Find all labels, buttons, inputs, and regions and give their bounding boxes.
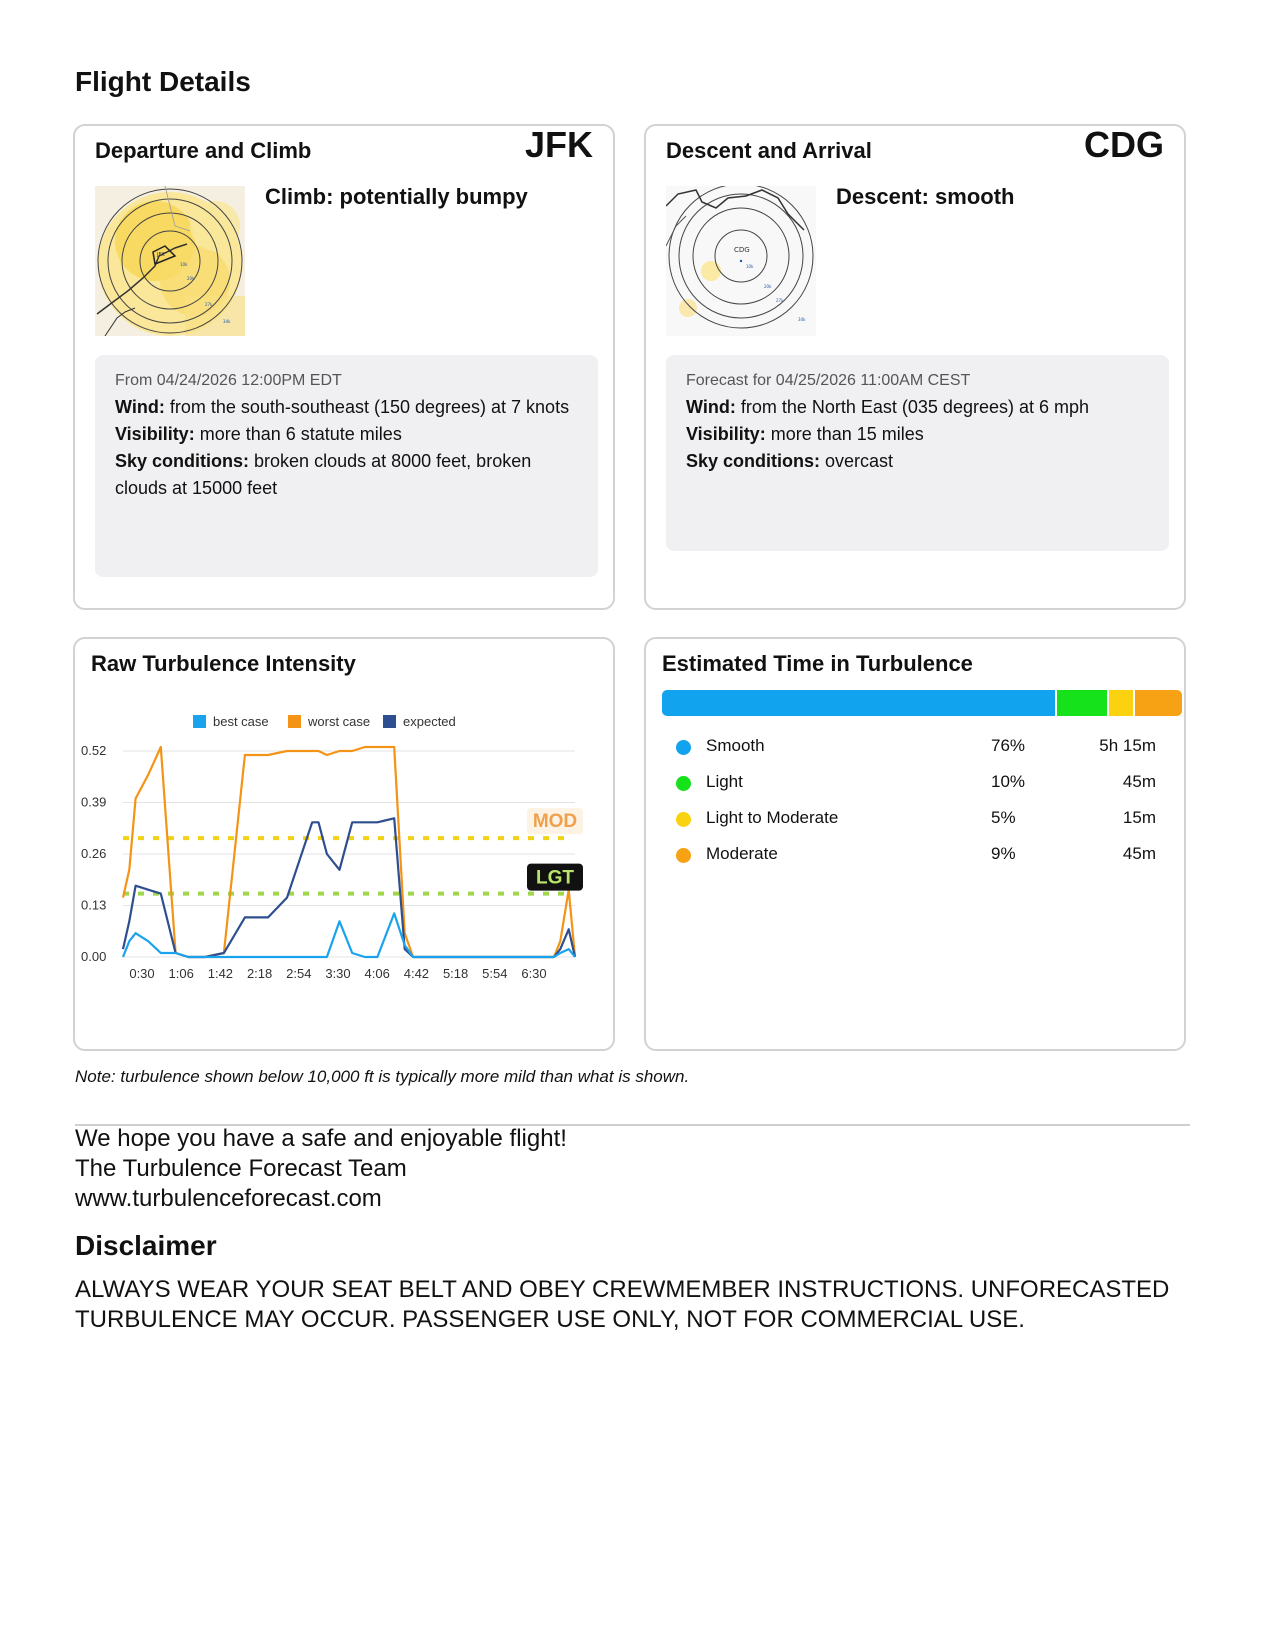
departure-radar-label: 27k: [205, 302, 213, 307]
arrival-headline: Descent: smooth: [836, 184, 1015, 209]
series-line-best-case: [123, 913, 575, 957]
legend-dot: [676, 776, 691, 791]
arrival-visibility: Visibility: more than 15 miles: [686, 424, 924, 444]
legend-swatch: [288, 715, 301, 728]
x-tick-label: 2:18: [246, 966, 273, 981]
page-title: Flight Details: [75, 66, 251, 97]
x-tick-label: 1:42: [207, 966, 234, 981]
legend-dot: [676, 812, 691, 827]
time-bar-segment-smooth: [662, 690, 1057, 716]
departure-conditions: [95, 355, 598, 577]
legend-label: expected: [403, 714, 456, 729]
x-tick-label: 5:18: [442, 966, 469, 981]
legend-swatch: [193, 715, 206, 728]
legend-row: [646, 769, 1184, 799]
mod-tag: MOD: [532, 811, 578, 833]
arrival-radar-label: 27k: [776, 298, 784, 303]
departure-sky: Sky conditions: broken clouds at 8000 feet, broken clouds at 15000 feet: [115, 451, 532, 498]
arrival-card: [644, 124, 1186, 610]
legend-percent: 76%: [991, 736, 1026, 755]
legend-row: [646, 805, 1184, 835]
time-in-turbulence-legend: [646, 733, 1184, 893]
series-line-worst-case: [123, 747, 578, 957]
legend-percent: 10%: [991, 772, 1026, 791]
chart-note: Note: turbulence shown below 10,000 ft is typically more mild than what is shown.: [75, 1067, 690, 1086]
y-tick-label: 0.13: [81, 897, 107, 913]
departure-radar-label: JFK: [157, 252, 165, 258]
y-tick-label: 0.39: [81, 794, 107, 810]
departure-title: Departure and Climb: [95, 138, 312, 163]
arrival-radar-label: CDG: [734, 246, 750, 254]
arrival-radar-svg: [666, 186, 816, 336]
time-in-turbulence-title: Estimated Time in Turbulence: [662, 651, 973, 676]
x-tick-label: 1:06: [168, 966, 194, 981]
time-bar-segment-moderate: [1135, 690, 1182, 716]
legend-row: [646, 841, 1184, 871]
time-bar-segment-light-to-moderate: [1109, 690, 1135, 716]
arrival-radar-label: 34k: [798, 317, 806, 322]
legend-label: Light: [706, 772, 743, 791]
arrival-sky: Sky conditions: overcast: [686, 451, 894, 471]
legend-label: Moderate: [706, 844, 778, 863]
time-distribution-bar: [662, 690, 1182, 716]
departure-headline: Climb: potentially bumpy: [265, 184, 528, 209]
departure-card: [73, 124, 615, 610]
departure-timestamp: From 04/24/2026 12:00PM EDT: [115, 372, 342, 389]
turbulence-chart: [75, 689, 613, 1029]
arrival-title: Descent and Arrival: [666, 138, 872, 163]
legend-percent: 9%: [991, 844, 1016, 863]
closing-message: We hope you have a safe and enjoyable flight!: [75, 1125, 567, 1152]
arrival-airport-code: CDG: [1084, 124, 1164, 165]
y-tick-label: 0.52: [81, 743, 107, 758]
departure-radar-svg: [95, 186, 245, 336]
legend-label: Smooth: [706, 736, 765, 755]
closing-website[interactable]: www.turbulenceforecast.com: [75, 1185, 382, 1212]
turbulence-chart-card: [73, 637, 615, 1051]
legend-duration: 45m: [1122, 772, 1156, 791]
x-tick-label: 5:54: [482, 966, 508, 981]
x-tick-label: 4:42: [403, 966, 430, 981]
turbulence-chart-title: Raw Turbulence Intensity: [91, 651, 356, 676]
legend-dot: [676, 740, 691, 755]
departure-radar-map: [95, 186, 245, 336]
disclaimer-title: Disclaimer: [75, 1230, 217, 1261]
departure-radar-label: 10k: [180, 262, 188, 267]
arrival-timestamp: Forecast for 04/25/2026 11:00AM CEST: [686, 372, 971, 389]
departure-wind: Wind: from the south-southeast (150 degrees) at 7 knots: [115, 397, 570, 417]
legend-row: [646, 733, 1184, 763]
time-in-turbulence-card: [644, 637, 1186, 1051]
legend-label: worst case: [308, 714, 371, 729]
arrival-conditions: [666, 355, 1169, 551]
lgt-tag: LGT: [536, 867, 574, 889]
x-tick-label: 3:30: [325, 966, 351, 981]
legend-label: best case: [213, 714, 269, 729]
legend-duration: 45m: [1122, 844, 1156, 863]
departure-radar-label: 34k: [223, 319, 231, 324]
legend-swatch: [383, 715, 396, 728]
legend-label: Light to Moderate: [706, 808, 839, 827]
time-bar-segment-light: [1057, 690, 1109, 716]
x-tick-label: 6:30: [521, 966, 547, 981]
departure-radar-label: 20k: [187, 276, 195, 281]
x-tick-label: 4:06: [364, 966, 390, 981]
departure-airport-code: JFK: [524, 124, 593, 165]
legend-duration: 15m: [1122, 808, 1156, 827]
x-tick-label: 0:30: [129, 966, 155, 981]
legend-duration: 5h 15m: [1099, 736, 1156, 755]
x-tick-label: 2:54: [286, 966, 312, 981]
arrival-radar-map: [666, 186, 816, 336]
departure-visibility: Visibility: more than 6 statute miles: [115, 424, 402, 444]
y-tick-label: 0.00: [81, 949, 107, 964]
y-tick-label: 0.26: [81, 846, 107, 861]
arrival-wind: Wind: from the North East (035 degrees) at 6 mph: [686, 397, 1090, 417]
legend-dot: [676, 848, 691, 863]
arrival-radar-label: 20k: [764, 284, 772, 289]
closing-team: The Turbulence Forecast Team: [75, 1155, 407, 1182]
disclaimer-text: ALWAYS WEAR YOUR SEAT BELT AND OBEY CREWMEMBER INSTRUCTIONS. UNFORECASTED TURBULENCE MAY OCCUR. PASSENGER USE ONLY, NOT FOR COMMERCIAL USE.: [75, 1276, 1170, 1333]
legend-percent: 5%: [991, 808, 1016, 827]
arrival-radar-label: 10k: [746, 264, 754, 269]
